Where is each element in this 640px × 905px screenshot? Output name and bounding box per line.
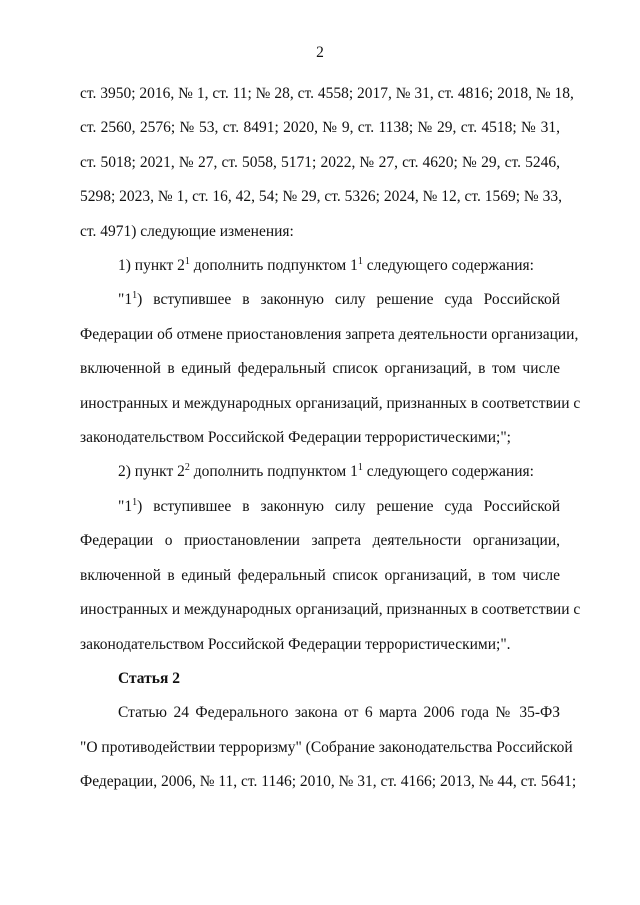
item-1-line: [80, 249, 560, 283]
superscript: 1: [357, 462, 363, 474]
superscript: 1: [184, 256, 190, 268]
superscript: 2: [184, 462, 190, 474]
quote-2: [80, 490, 581, 662]
item-2: [80, 455, 560, 489]
text-line: иностранных и международных организаций, признанных в соответствии с: [80, 601, 581, 619]
quote-text: ) вступившее в законную силу решение суда Российской: [137, 291, 560, 309]
superscript: 1: [357, 256, 363, 268]
quote-first-line: [80, 490, 560, 524]
text-line: включенной в единый федеральный список организаций, в том числе: [80, 360, 560, 378]
text-line: ст. 2560, 2576; № 53, ст. 8491; 2020, № 9, ст. 1138; № 29, ст. 4518; № 31,: [80, 119, 560, 137]
text-line: ст. 5018; 2021, № 27, ст. 5058, 5171; 2022, № 27, ст. 4620; № 29, ст. 5246,: [80, 153, 560, 171]
text-line: Федерации, 2006, № 11, ст. 1146; 2010, № 31, ст. 4166; 2013, № 44, ст. 5641;: [80, 773, 577, 791]
text-line: ст. 3950; 2016, № 1, ст. 11; № 28, ст. 4558; 2017, № 31, ст. 4816; 2018, № 18,: [80, 85, 574, 102]
item-text: следующего содержания:: [362, 463, 534, 481]
text-line: 5298; 2023, № 1, ст. 16, 42, 54; № 29, ст. 5326; 2024, № 12, ст. 1569; № 33,: [80, 188, 562, 206]
item-text: дополнить подпунктом 1: [189, 463, 358, 481]
text-line: Федерации об отмене приостановления запрета деятельности организации,: [80, 325, 579, 343]
page-number: 2: [316, 44, 324, 61]
item-text: 2) пункт 2: [118, 463, 185, 481]
quote-1: [80, 283, 581, 455]
quote-text: ) вступившее в законную силу решение суда Российской: [137, 497, 560, 515]
text-line: Федерации о приостановлении запрета деятельности организации,: [80, 532, 560, 550]
item-2-line: [80, 455, 560, 489]
superscript: 1: [132, 290, 138, 302]
item-1: [80, 249, 560, 283]
article-heading-text: Статья 2: [118, 669, 180, 687]
text-line: Статью 24 Федерального закона от 6 марта 2006 года № 35-ФЗ: [118, 704, 560, 722]
text-line: законодательством Российской Федерации террористическими;".: [80, 635, 511, 653]
quote-text: "1: [118, 497, 133, 515]
text-line: "О противодействии терроризму" (Собрание законодательства Российской: [80, 738, 573, 756]
text-line: законодательством Российской Федерации террористическими;";: [80, 429, 511, 447]
article-heading: [80, 662, 560, 696]
text-line: иностранных и международных организаций, признанных в соответствии с: [80, 394, 581, 412]
text-line: включенной в единый федеральный список организаций, в том числе: [80, 566, 560, 584]
item-text: дополнить подпунктом 1: [189, 257, 358, 275]
item-text: 1) пункт 2: [118, 257, 185, 275]
quote-text: "1: [118, 291, 133, 309]
article-2-body: [80, 696, 577, 799]
paragraph-continuation: [80, 77, 574, 249]
text-line: ст. 4971) следующие изменения:: [80, 222, 294, 240]
superscript: 1: [132, 496, 138, 508]
item-text: следующего содержания:: [362, 257, 534, 275]
quote-first-line: [80, 283, 560, 317]
document-body: [80, 77, 581, 800]
